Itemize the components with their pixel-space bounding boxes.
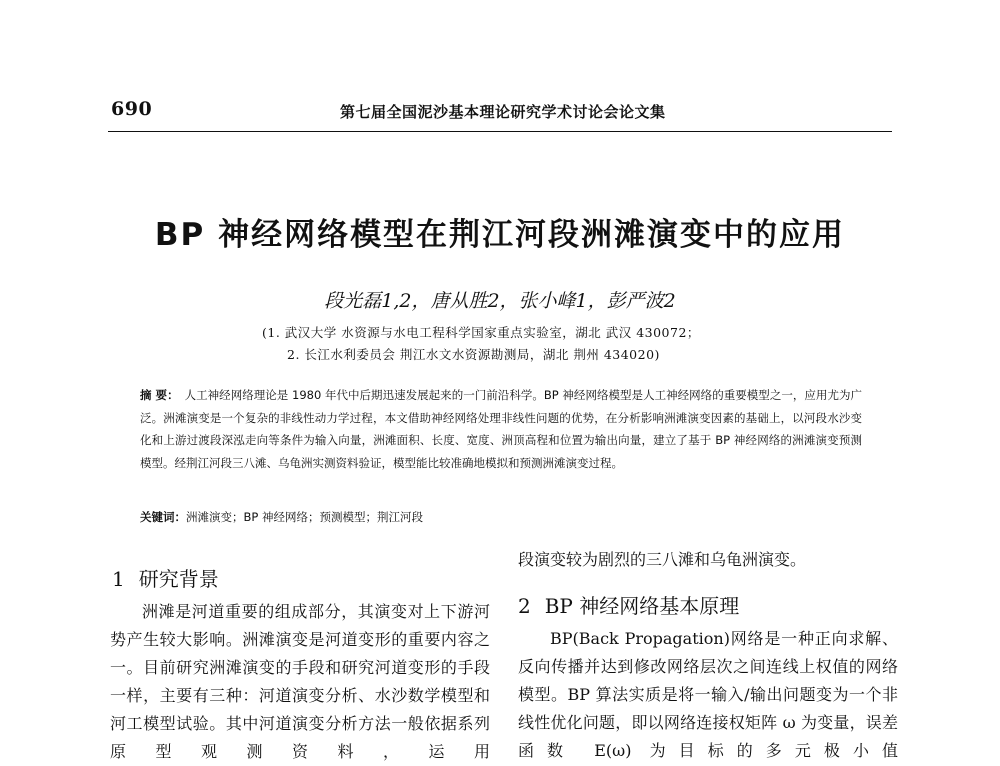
keywords-label: 关键词： [140, 510, 186, 524]
keywords [140, 509, 423, 525]
section-2-heading [518, 590, 739, 619]
abstract-label: 摘 要： [140, 388, 179, 402]
section-2-number: 2 [518, 594, 531, 618]
paper-title: BP 神经网络模型在荆江河段洲滩演变中的应用 [154, 217, 846, 253]
section-2-paragraph: BP(Back Propagation)网络是一种正向求解、反向传播并达到修改网络层次之间连线上权值的网络模型。BP 算法实质是将一输入/输出问题变为一个非线性优化问题，即以网络连接权矩阵 ω 为变量，误差函数 E(ω) 为目标的多元极小值 [518, 629, 898, 760]
section-1-number: 1 [112, 567, 125, 591]
abstract [140, 384, 862, 474]
section-1-paragraph: 洲滩是河道重要的组成部分，其演变对上下游河势产生较大影响。洲滩演变是河道变形的重要内容之一。目前研究洲滩演变的手段和研究河道变形的手段一样，主要有三种：河道演变分析、水沙数学模型和河工模型试验。其中河道演变分析方法一般依据系列原型观测资料，运用 [110, 602, 490, 761]
keywords-text: 洲滩演变；BP 神经网络；预测模型；荆江河段 [186, 510, 423, 524]
section-1-heading [112, 563, 219, 592]
page-number: 690 [111, 98, 153, 120]
header-rule [108, 131, 892, 132]
section-1-title: 研究背景 [138, 567, 219, 591]
affiliation-2: 2. 长江水利委员会 荆江水文水资源勘测局，湖北 荆州 434020) [287, 347, 660, 362]
running-head: 第七届全国泥沙基本理论研究学术讨论会论文集 [340, 103, 666, 121]
affiliation-1: (1. 武汉大学 水资源与水电工程科学国家重点实验室，湖北 武汉 430072； [262, 325, 700, 340]
abstract-text: 人工神经网络理论是 1980 年代中后期迅速发展起来的一门前沿科学。BP 神经网络模型是人工神经网络的重要模型之一，应用尤为广泛。洲滩演变是一个复杂的非线性动力学过程，本文借助神经网络处理非线性问题的优势，在分析影响洲滩演变因素的基础上，以河段水沙变化和上游过渡段深泓走向等条件为输入向量，洲滩面积、长度、宽度、洲顶高程和位置为输出向量，建立了基于 BP 神经网络的洲滩演变预测模型。经荆江河段三八滩、乌龟洲实测资料验证，模型能比较准确地模拟和预测洲滩演变过程。 [140, 388, 862, 470]
authors: 段光磊1,2，唐从胜2，张小峰1，彭严波2 [324, 290, 676, 312]
section-2-title: BP 神经网络基本原理 [544, 594, 740, 618]
right-column-continuation: 段演变较为剧烈的三八滩和乌龟洲演变。 [518, 550, 807, 569]
